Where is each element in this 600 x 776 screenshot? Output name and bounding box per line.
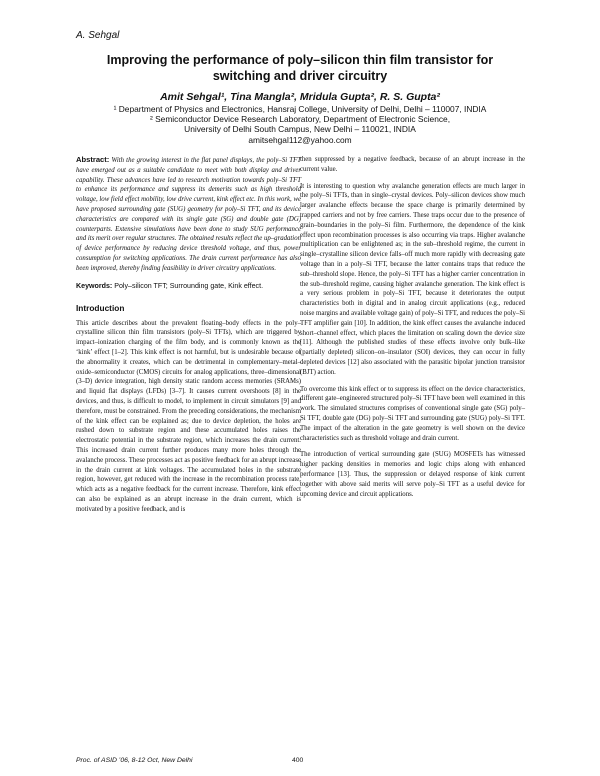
intro-paragraph-4: The introduction of vertical surrounding gate (SUG) MOSFETs has witnessed higher packing densities in memories and logic chips along with enhanced performance [13]. Thus, the suppression or delayed response of kink current together with above said merits will serve poly–Si TFT as a useful device for upcoming device and circuit applications. xyxy=(300,451,525,498)
right-column xyxy=(300,155,525,506)
abstract-text: With the growing interest in the flat panel displays, the poly–Si TFT have emerged out as a suitable candidate to meet with both display and driver capability. These advances have led to research motivation towards poly–Si TFT to enhance its performance and suppress its demerits such as high threshold voltage, low field effect mobility, low drive current, kink effect etc. In this work, we have proposed surrounding gate (SUG) geometry for poly–Si TFT, and its device characteristics are compared with its single gate (SG) and double gate (DG) counterparts. Extensive simulations have been done to study SUG performance and its merit over regular structures. The obtained results reflect the up–gradation of device performance by reducing device threshold voltage, and thus, power consumption for switching applications. The drain current performance has also been improved, thereby finding feasibility in driver circuitry applications. xyxy=(76,157,301,272)
abstract xyxy=(76,155,301,274)
author-list: Amit Sehgal¹, Tina Mangla², Mridula Gupta², R. S. Gupta² xyxy=(160,91,440,103)
introduction-heading: Introduction xyxy=(76,302,125,313)
affiliation-3: University of Delhi South Campus, New Delhi – 110021, INDIA xyxy=(184,124,416,134)
affiliation-2: ² Semiconductor Device Research Laboratory, Department of Electronic Science, xyxy=(149,114,451,124)
intro-paragraph-1: This article describes about the prevalent floating–body effects in the poly–crystalline silicon thin film transistors (poly–Si TFTs), which are triggered by impact–ionization charging of the film body, and is commonly known as the ‘kink’ effect [1–2]. This kink effect is not harmful, but is undesirable because of the abnormality it creates, which can be detrimental in complementary–metal–oxide–semiconductor (CMOS) circuits for analog applications, three–dimensional (3–D) device integration, high density static random access memories (SRAMs) and liquid flat displays (LFDs) [3–7]. It causes current overshoots [8] in the devices, and thus, is difficult to model, to implement in circuit simulators [9] and therefore, must be constrained. From the preceding considerations, the mechanism of the kink effect can be explained as; due to device depletion, the holes are rushed down to substrate region and these accumulated holes raises the electrostatic potential in the substrate region, which increases the drain current. This increased drain current further produces many more holes through the avalanche process. These processes act as positive feedback for an abrupt increase in the drain current at kink voltages. The accumulated holes in the substrate region, however, get reduced with the increase in the recombination process rate, which acts as a negative feedback for the current increase. Therefore, kink effect can also be explained as an abrupt increase in the drain current, which is motivated by a positive feedback, and is xyxy=(76,319,301,513)
running-head: A. Sehgal xyxy=(76,30,120,41)
left-column xyxy=(76,155,301,522)
keywords xyxy=(76,281,301,291)
author-email: amitsehgal112@yahoo.com xyxy=(248,135,352,145)
page-number: 400 xyxy=(292,757,304,764)
intro-paragraph-3: To overcome this kink effect or to suppress its effect on the device characteristics, different gate–engineered structured poly–Si TFT have been well examined in this work. The simulated structures comprises of conventional single gate (SG) poly–Si TFT, double gate (DG) poly–Si TFT and surrounding gate (SUG) poly–Si TFT. The impact of the alteration in the gate geometry is well shown on the device characteristics such as threshold voltage and drain current. xyxy=(300,385,525,442)
affiliation-1: ¹ Department of Physics and Electronics, Hansraj College, University of Delhi, Delhi – 110007, INDIA xyxy=(113,104,487,114)
keywords-label: Keywords: xyxy=(76,281,113,290)
intro-paragraph-2: It is interesting to question why avalanche generation effects are much larger in the poly–Si TFTs, than in single–crystal devices. Poly–silicon devices show much larger avalanche effects because the space charge is primarily determined by trapped carriers and not by free carriers. These traps occur due to the presence of grain–boundaries in the poly–Si film. Furthermore, the dependence of the kink effect upon recombination processes is also occurring via traps. Higher avalanche multiplication can be enlightened as; in the sub–threshold regime, the current in single–crystalline silicon device falls–off much more rapidly with decreasing gate voltage than in a poly–Si TFT, because the latter contains traps that reduce the sub–threshold slope. Hence, the poly–Si TFT has a higher carrier concentration in the sub–threshold regime, causing higher avalanche generation. The kink effect is a very serious problem in poly–Si TFT, because it deteriorates the output characteristics both in digital and in analog circuit applications (e.g., reduced noise margins and available voltage gain) of poly–Si TFT, and reduces the poly–Si TFT amplifier gain [10]. In addition, the kink effect causes the avalanche induced short–channel effect, which places the limitation on scaling down the device size [11]. Although the published studies of these effects involve only bulk–like (partially depleted) silicon–on–insulator (SOI) devices, they can occur in fully depleted devices [12] also associated with the parasitic bipolar junction transistor (BJT) action. xyxy=(300,182,525,376)
abstract-label: Abstract: xyxy=(76,155,110,164)
keywords-text: Poly–silicon TFT; Surrounding gate, Kink effect. xyxy=(114,281,264,290)
paper-title: Improving the performance of poly–silicon thin film transistor for switching and driver circuitry xyxy=(106,53,494,83)
intro-paragraph-1-continued: then suppressed by a negative feedback, because of an abrupt increase in the current value. xyxy=(300,156,525,173)
proceedings-footer: Proc. of ASID ’06, 8-12 Oct, New Delhi xyxy=(76,757,193,764)
